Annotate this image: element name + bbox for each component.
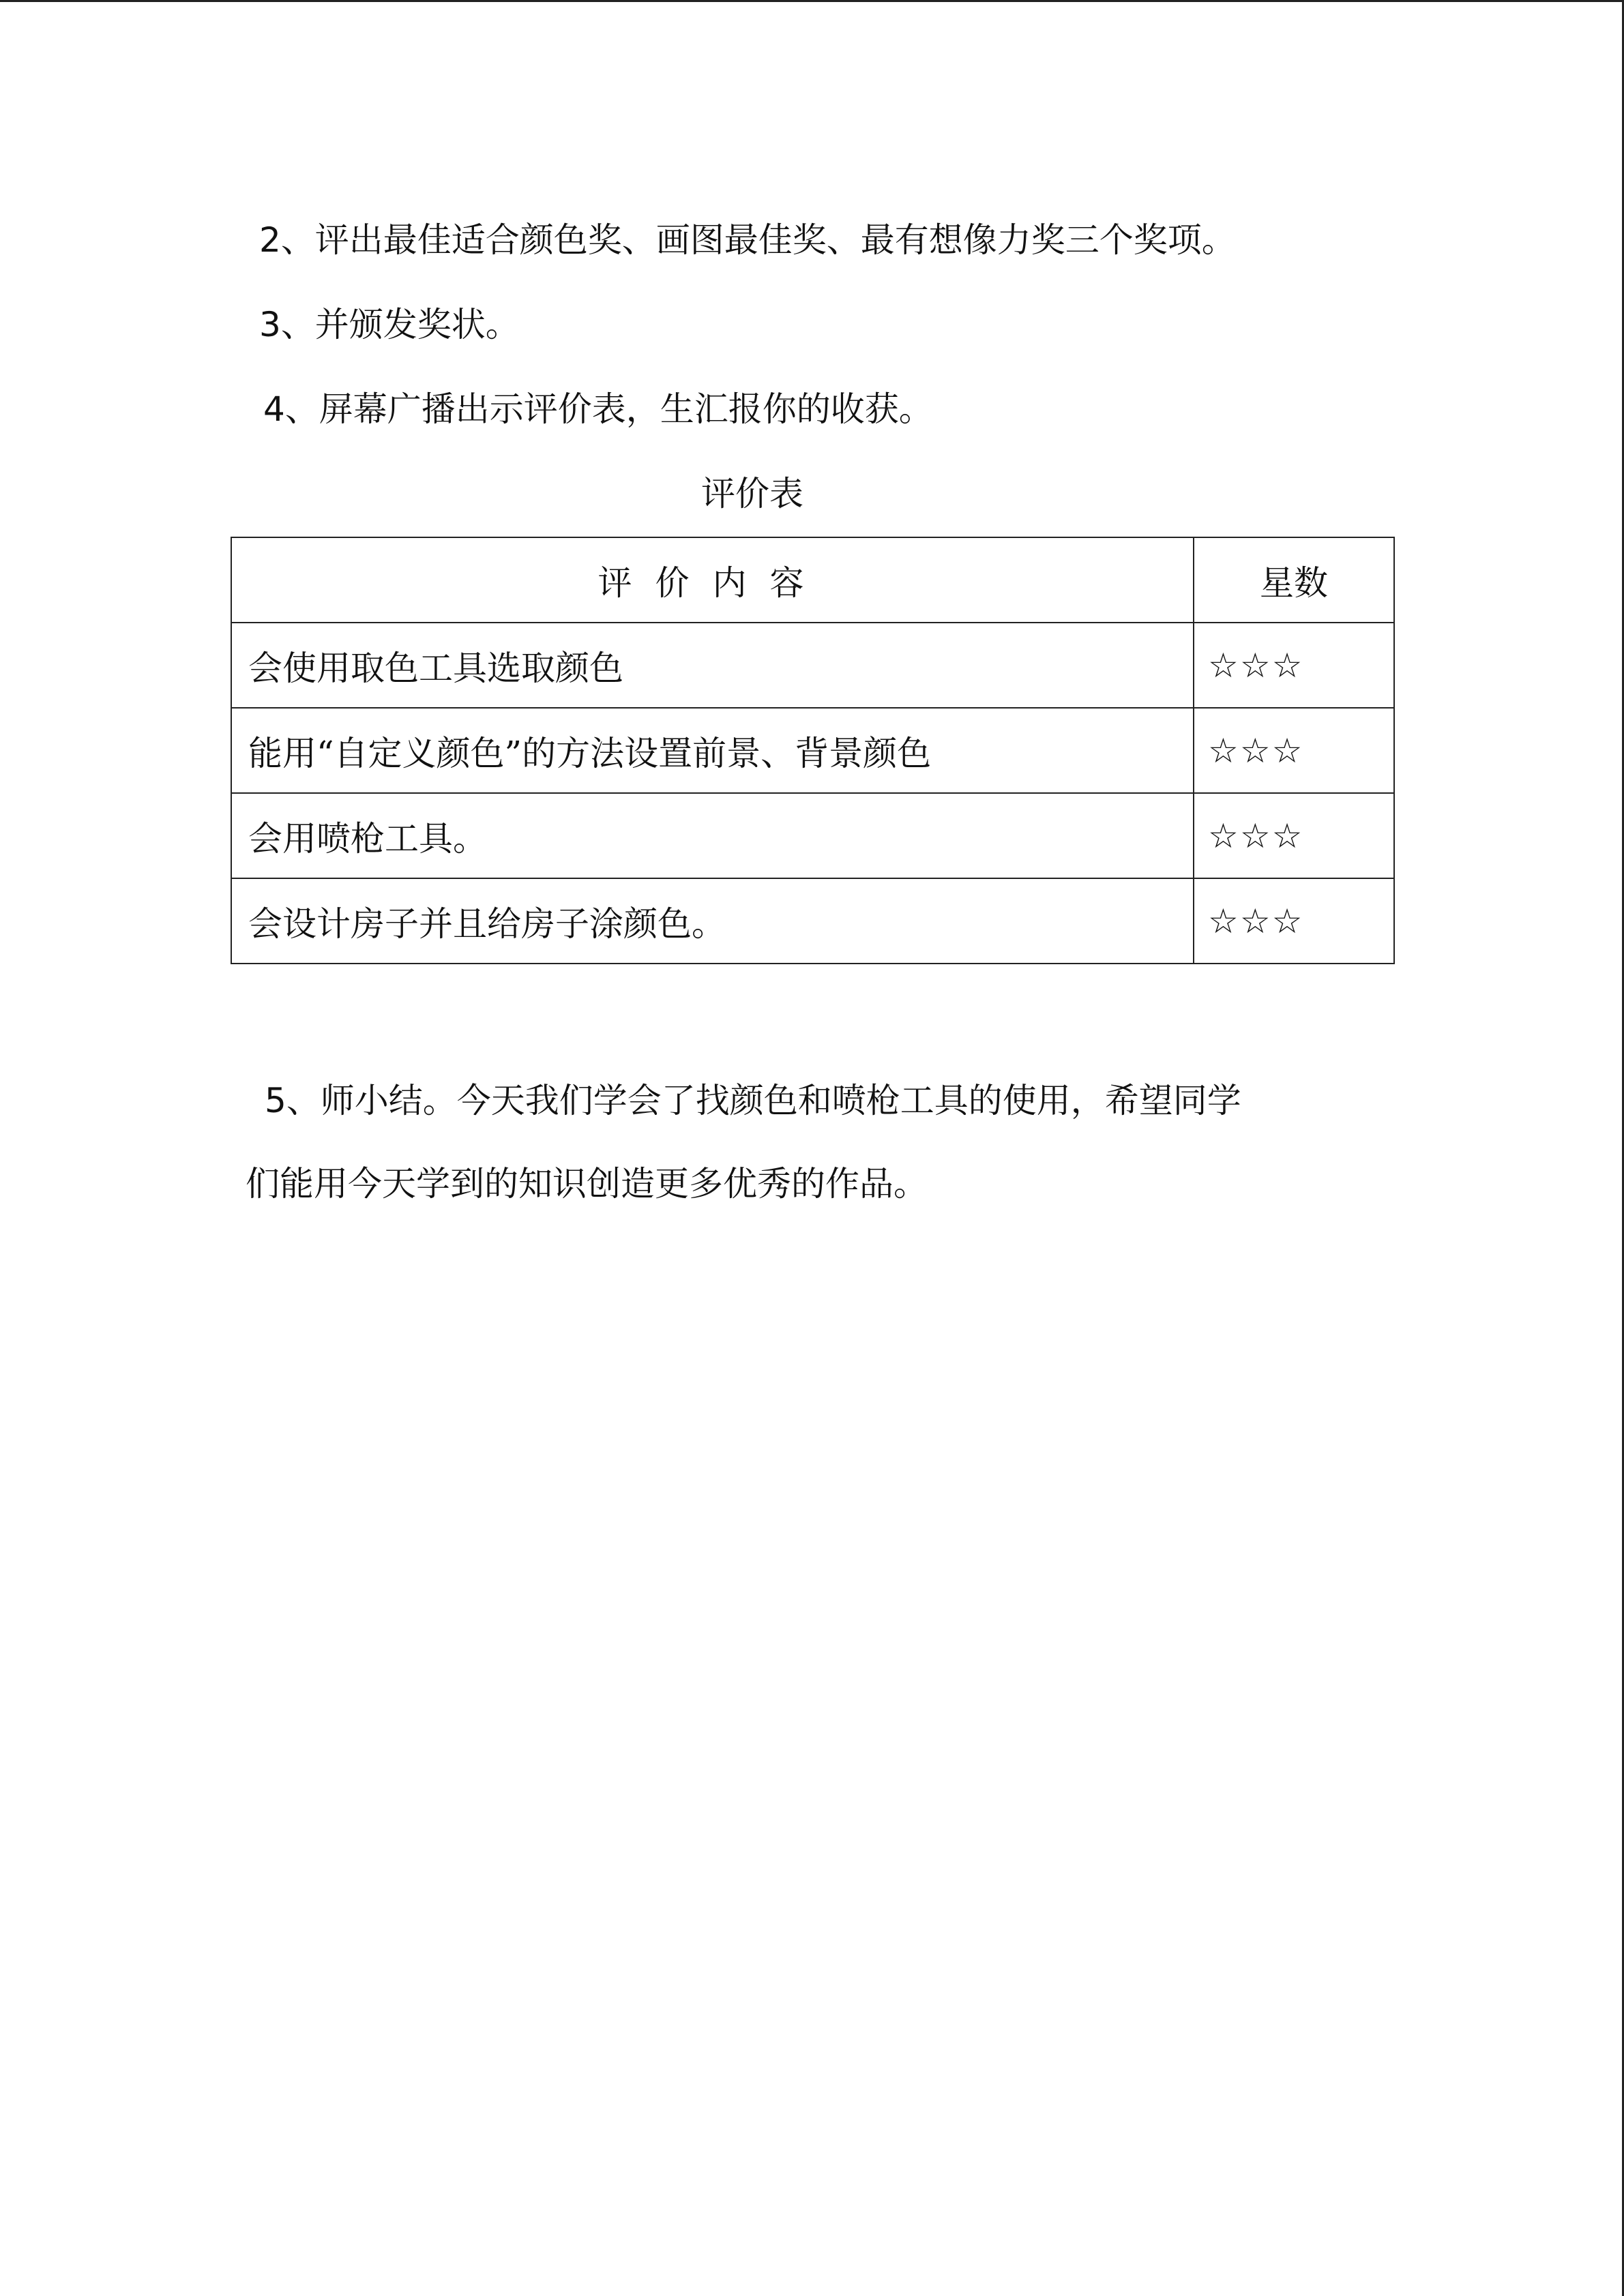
header-content: 评价内容 [231, 537, 1194, 623]
table-title: 评价表 [701, 474, 803, 513]
item-4-number: 4 [263, 389, 285, 429]
table-row [231, 878, 1394, 964]
item-3-number: 3 [259, 305, 281, 344]
row-content: 会设计房子并且给房子涂颜色。 [231, 878, 1194, 964]
item-3 [259, 304, 520, 345]
row-stars: ☆☆☆ [1194, 708, 1394, 793]
item-4 [263, 389, 933, 430]
item-2-number: 2 [259, 220, 281, 260]
evaluation-table [231, 537, 1395, 964]
table-row [231, 708, 1394, 793]
item-2 [259, 220, 1236, 260]
table-header-row [231, 537, 1394, 623]
table-row [231, 623, 1394, 708]
table-row [231, 793, 1394, 878]
row-stars: ☆☆☆ [1194, 623, 1394, 708]
row-stars: ☆☆☆ [1194, 878, 1394, 964]
item-2-text: 、评出最佳适合颜色奖、画图最佳奖、最有想像力奖三个奖项。 [280, 220, 1236, 260]
item-4-text: 、屏幕广播出示评价表，生汇报你的收获。 [284, 389, 933, 429]
row-stars: ☆☆☆ [1194, 793, 1394, 878]
page-top-border [0, 0, 1624, 2]
row-content: 能用“自定义颜色”的方法设置前景、背景颜色 [231, 708, 1194, 793]
header-stars: 星数 [1194, 537, 1394, 623]
summary-line-1 [265, 1080, 1241, 1121]
row-content: 会使用取色工具选取颜色 [231, 623, 1194, 708]
summary-number: 5 [265, 1081, 286, 1120]
summary-line-2: 们能用今天学到的知识创造更多优秀的作品。 [246, 1164, 928, 1204]
item-3-text: 、并颁发奖状。 [280, 305, 520, 344]
summary-text-1: 、师小结。今天我们学会了找颜色和喷枪工具的使用，希望同学 [286, 1081, 1241, 1120]
row-content: 会用喷枪工具。 [231, 793, 1194, 878]
